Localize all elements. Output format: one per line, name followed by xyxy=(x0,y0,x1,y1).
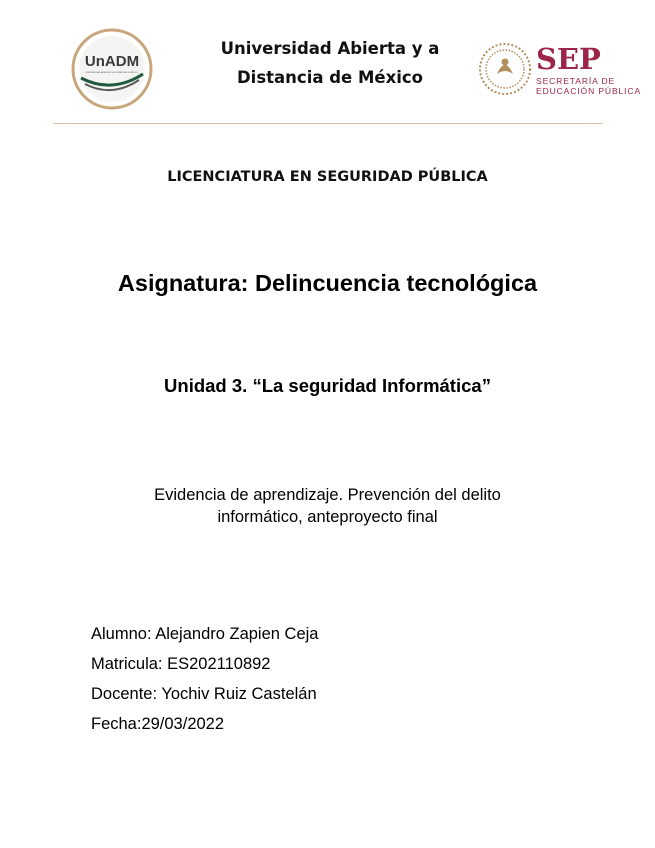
sep-logo xyxy=(476,38,641,100)
unadm-logo xyxy=(71,28,153,110)
unit-title: Unidad 3. “La seguridad Informática” xyxy=(164,375,491,396)
student-name: Alumno: Alejandro Zapien Ceja xyxy=(91,625,319,643)
eagle-seal-icon xyxy=(480,44,530,94)
student-matricula: Matricula: ES202110892 xyxy=(91,655,271,673)
unadm-logo-text: UnADM xyxy=(84,53,140,70)
university-title-line2: Distancia de México xyxy=(236,68,424,87)
sep-line1: SECRETARÍA DE xyxy=(536,76,616,86)
evidence-description xyxy=(0,484,655,528)
subject-title: Asignatura: Delincuencia tecnológica xyxy=(117,270,538,296)
teacher-name: Docente: Yochiv Ruiz Castelán xyxy=(91,685,317,703)
evidence-line2: informático, anteproyecto final xyxy=(217,508,438,526)
sep-acronym: SEP xyxy=(536,42,601,76)
university-title-line1: Universidad Abierta y a xyxy=(220,39,440,58)
student-info xyxy=(91,624,318,744)
university-title xyxy=(200,34,460,92)
unadm-logo-small-text: UNIVERSIDAD ABIERTA Y A DISTANCIA DE MÉXICO xyxy=(85,72,139,74)
header-divider xyxy=(53,123,603,124)
evidence-line1: Evidencia de aprendizaje. Prevención del delito xyxy=(154,486,501,504)
submission-date: Fecha:29/03/2022 xyxy=(91,715,225,733)
sep-line2: EDUCACIÓN PÚBLICA xyxy=(536,86,641,96)
degree-title: LICENCIATURA EN SEGURIDAD PÚBLICA xyxy=(167,169,488,185)
